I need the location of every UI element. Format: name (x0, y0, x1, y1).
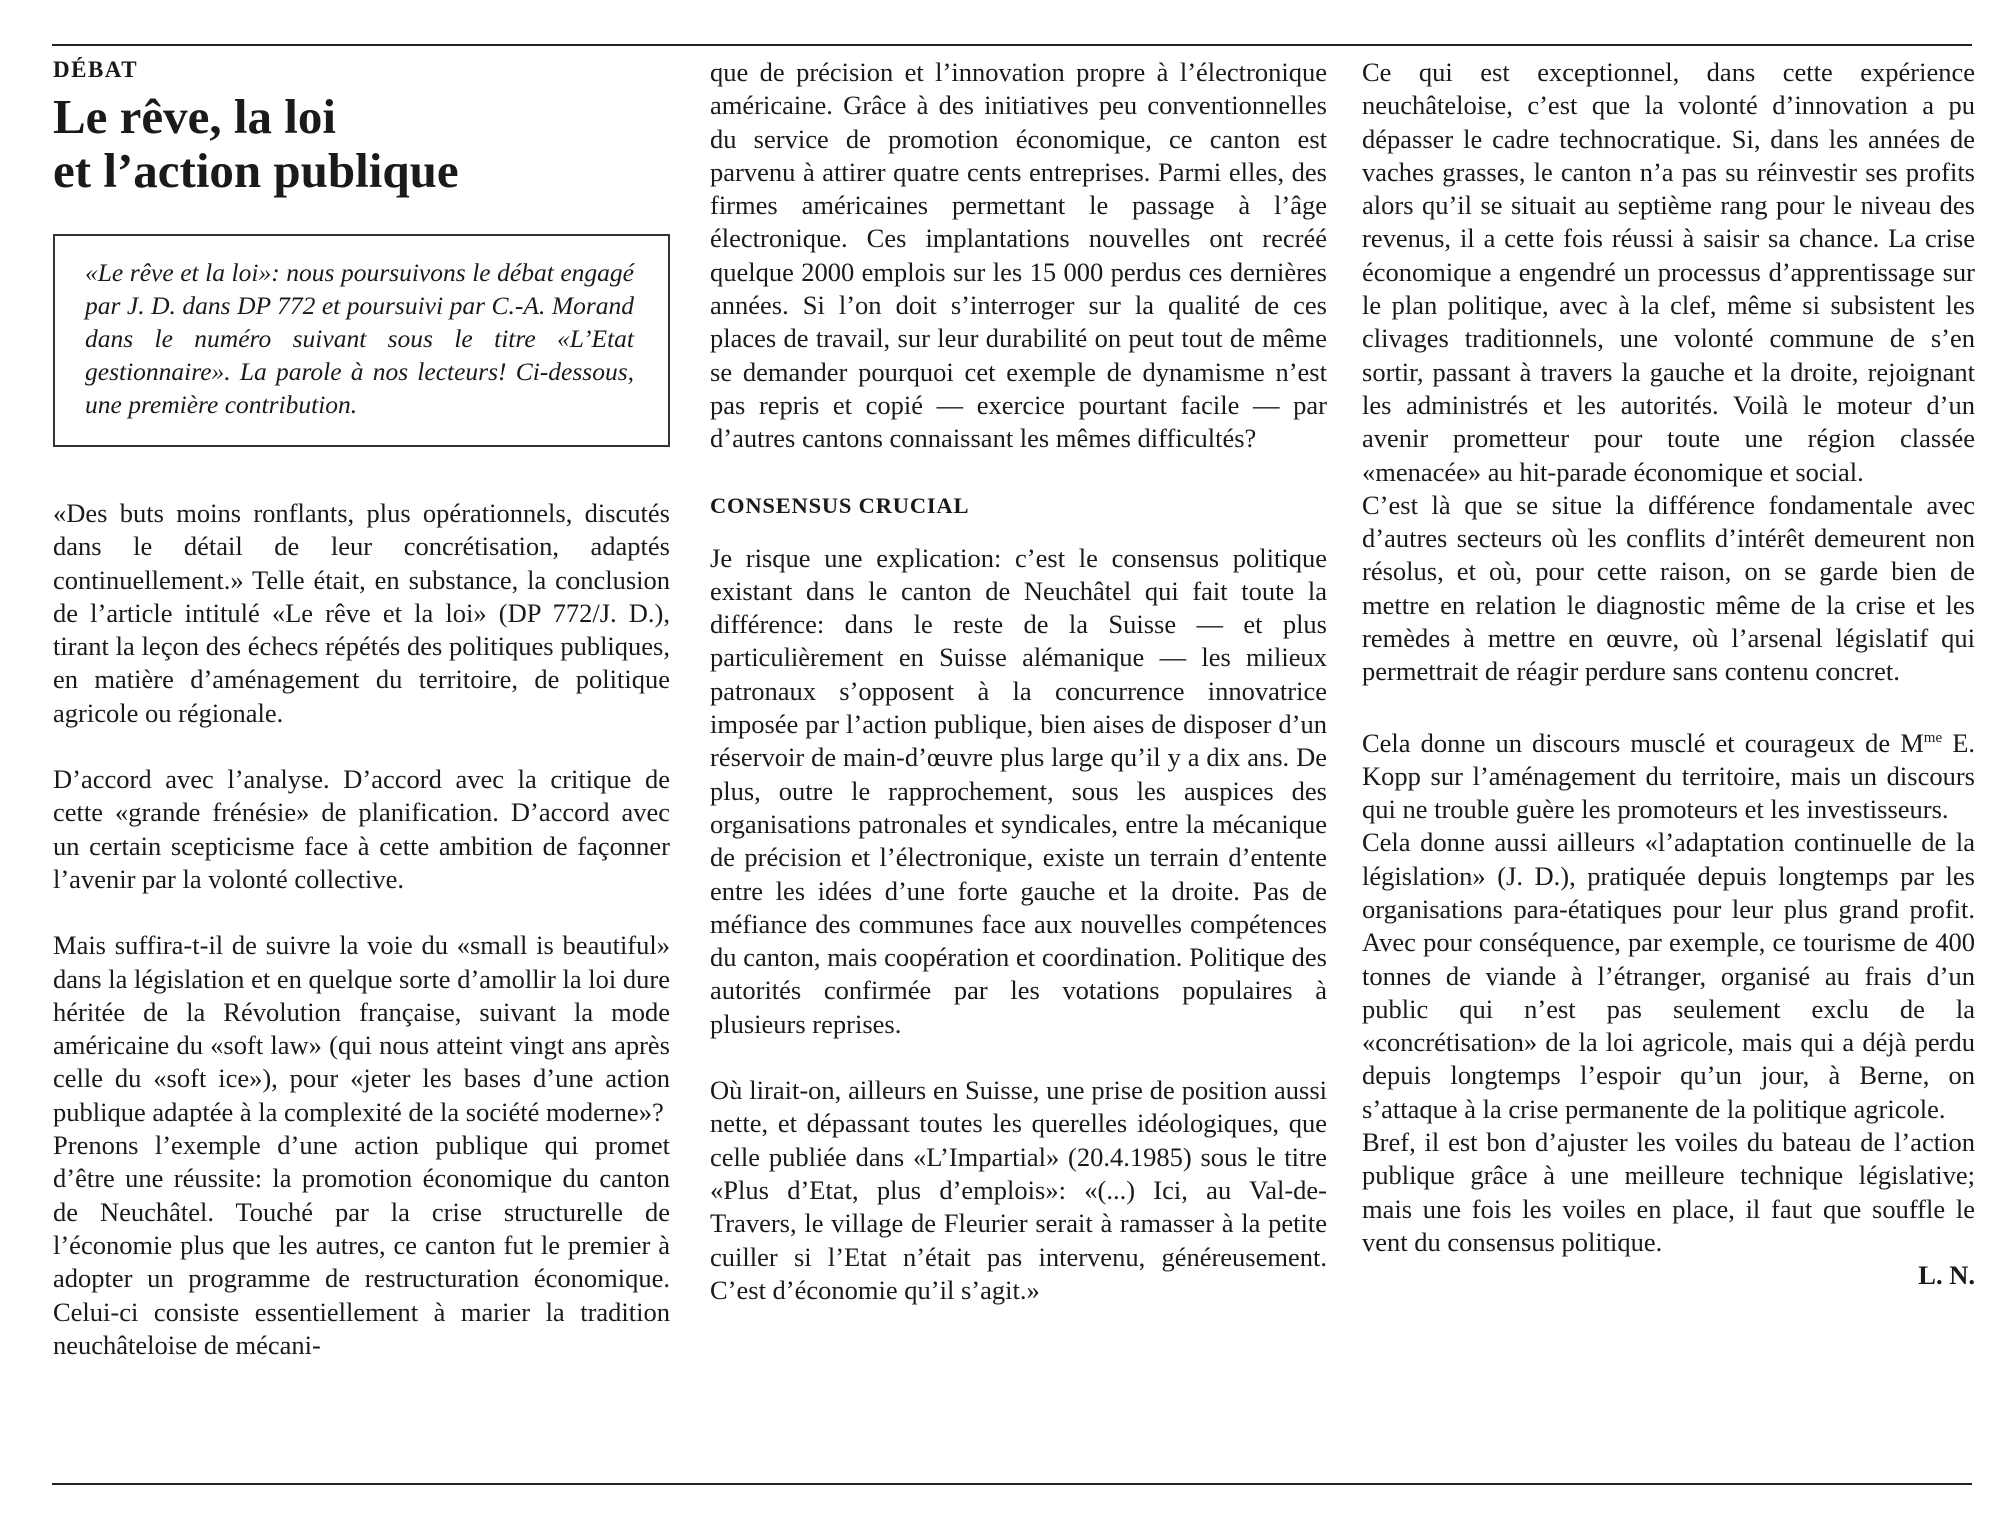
text-run: E. Kopp sur l’aménagement du territoire, mais un discours qui ne trouble guère les promoteurs et les investisseurs. (1362, 727, 1976, 825)
paragraph: C’est là que se situe la différence fondamentale avec d’autres secteurs où les conflits d’intérêt demeurent non résolus, et où, pour cette raison, on se garde bien de mettre en relation le diagnostic même de la crise et les remèdes à mettre en œuvre, où l’arsenal législatif qui permettrait de réagir perdure sans contenu concret. (1362, 489, 1975, 687)
paragraph: Prenons l’exemple d’une action publique qui promet d’être une réussite: la promotion économique du canton de Neuchâtel. Touché par la crise structurelle de l’économie plus que les autres, ce canton fut le premier à adopter un programme de restructuration économique. Celui-ci consiste essentiellement à marier la tradition neuchâteloise de mécani- (53, 1130, 670, 1360)
title-line-1: Le rêve, la loi (53, 89, 337, 144)
paragraph: Je risque une explication: c’est le consensus politique existant dans le canton de Neuchâtel qui fait toute la différence: dans le reste de la Suisse — et plus particulièrement en Suisse alémanique — les milieux patronaux s’opposent à la concurrence innovatrice imposée par l’action publique, bien aises de disposer d’un réservoir de main-d’œuvre plus large qu’il y a dix ans. De plus, outre le rapprochement, sous les auspices des organisations patronales et syndicales, entre la mécanique de précision et l’électronique, existe un terrain d’entente entre les idées d’une forte gauche et la droite. Pas de méfiance des communes face aux nouvelles compétences du canton, mais coopération et coordination. Politique des autorités confirmée par les votations populaires à plusieurs reprises. (710, 542, 1327, 1039)
paragraph: Bref, il est bon d’ajuster les voiles du bateau de l’action publique grâce à une meilleure technique législative; mais une fois les voiles en place, il faut que souffle le vent du consensus politique. (1362, 1127, 1975, 1257)
superscript: me (1923, 729, 1943, 746)
bottom-rule (52, 1483, 1972, 1485)
paragraph: Ce qui est exceptionnel, dans cette expérience neuchâteloise, c’est que la volonté d’innovation a pu dépasser le cadre technocratique. Si, dans les années de vaches grasses, le canton n’a pas su réinvestir ses profits alors qu’il se situait au septième rang pour le niveau des revenus, il a cette fois réussi à saisir sa chance. La crise économique a engendré un processus d’apprentissage sur le plan politique, avec à la clef, même si subsistent les clivages traditionnels, une volonté commune de s’en sortir, passant à travers la gauche et la droite, rejoignant les administrés et les autorités. Voilà le moteur d’un avenir prometteur pour toute une région classée «menacée» au hit-parade économique et social. (1362, 57, 1975, 487)
intro-box: «Le rêve et la loi»: nous poursuivons le débat engagé par J. D. dans DP 772 et poursuivi par C.-A. Morand dans le numéro suivant sous le titre «L’Etat gestionnaire». La parole à nos lecteurs! Ci-dessous, une première contribution. (53, 234, 670, 447)
title-line-2: et l’action publique (53, 143, 459, 198)
column-3 (1362, 56, 1975, 1293)
paragraph: que de précision et l’innovation propre à l’électronique américaine. Grâce à des initiatives peu conventionnelles du service de promotion économique, ce canton est parvenu à attirer quatre cents entreprises. Parmi elles, des firmes américaines permettant le passage à l’âge électronique. Ces implantations nouvelles ont recréé quelque 2000 emplois sur les 15 000 perdus ces dernières années. Si l’on doit s’interroger sur la qualité de ces places de travail, sur leur durabilité on peut tout de même se demander pourquoi cet exemple de dynamisme n’est pas repris et copié — exercice pourtant facile — par d’autres cantons connaissant les mêmes difficultés? (710, 57, 1327, 454)
paragraph (1362, 722, 1975, 827)
subheading: CONSENSUS CRUCIAL (710, 492, 970, 518)
article-title (53, 90, 670, 198)
paragraph: D’accord avec l’analyse. D’accord avec la critique de cette «grande frénésie» de planification. D’accord avec un certain scepticisme face à cette ambition de façonner l’avenir par la volonté collective. (53, 764, 670, 894)
paragraph: Où lirait-on, ailleurs en Suisse, une prise de position aussi nette, et dépassant toutes les querelles idéologiques, que celle publiée dans «L’Impartial» (20.4.1985) sous le titre «Plus d’Etat, plus d’emplois»: «(...) Ici, au Val-de-Travers, le village de Fleurier serait à ramasser à la petite cuiller si l’Etat n’était pas intervenu, généreusement. C’est d’économie qu’il s’agit.» (710, 1075, 1327, 1305)
top-rule (52, 44, 1972, 46)
paragraph: Mais suffira-t-il de suivre la voie du «small is beautiful» dans la législation et en quelque sorte d’amollir la loi dure héritée de la Révolution française, suivant la mode américaine du «soft law» (qui nous atteint vingt ans après celle du «soft ice»), pour «jeter les bases d’une action publique adaptée à la complexité de la société moderne»? (53, 930, 670, 1127)
column-1 (53, 56, 670, 1362)
paragraph: Cela donne aussi ailleurs «l’adaptation continuelle de la législation» (J. D.), pratiquée depuis longtemps par les organisations para-étatiques pour leur plus grand profit. Avec pour conséquence, par exemple, ce tourisme de 400 tonnes de viande à l’étranger, organisé au frais d’un public qui n’est pas seulement exclu de la «concrétisation» de la loi agricole, mais qui a déjà perdu depuis longtemps l’espoir qu’un jour, à Berne, on s’attaque à la crise permanente de la politique agricole. (1362, 827, 1975, 1124)
text-run: Cela donne un discours musclé et courageux de M (1362, 727, 1924, 758)
author-signature: L. N. (1918, 1260, 1975, 1291)
paragraph: «Des buts moins ronflants, plus opérationnels, discutés dans le détail de leur concrétisation, adaptés continuellement.» Telle était, en substance, la conclusion de l’article intitulé «Le rêve et la loi» (DP 772/J. D.), tirant la leçon des échecs répétés des politiques publiques, en matière d’aménagement du territoire, de politique agricole ou régionale. (53, 498, 670, 728)
kicker: DÉBAT (53, 57, 139, 82)
column-2 (710, 56, 1327, 1307)
